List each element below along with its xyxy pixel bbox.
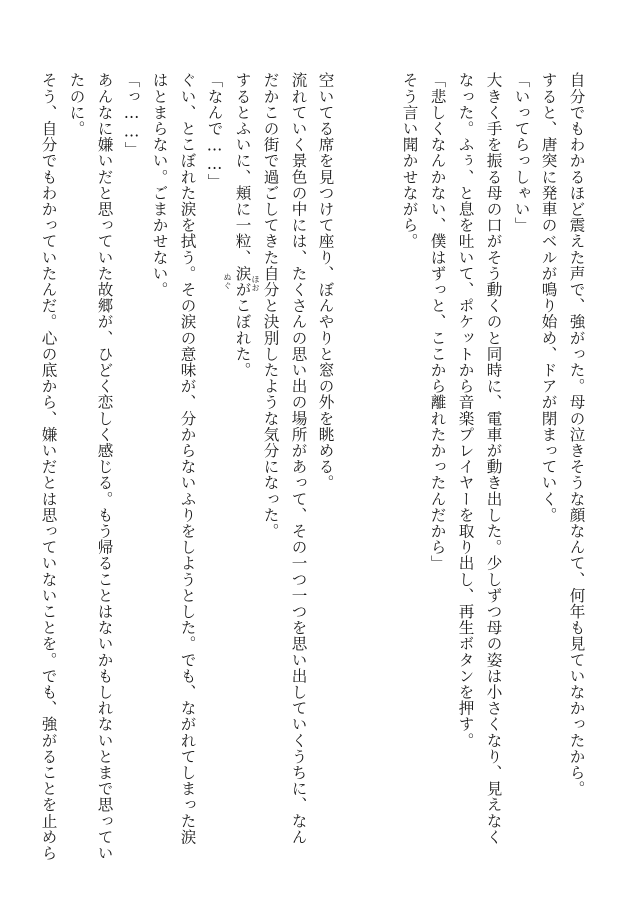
text-column: 「っ……」 — [122, 72, 141, 158]
text-column: 大きく手を振る母の口がそう動くのと同時に、電車が動き出した。少しずつ母の姿は小さくなり、見えなく — [484, 72, 503, 845]
text-column: あんなに嫌いだと思っていた故郷が、ひどく恋しく感じる。もう帰ることはないかもしれないとまで思ってい — [95, 72, 114, 861]
text-column: 「悲しくなんかない、僕はずっと、ここから離れたかったんだから」 — [428, 72, 447, 572]
text-column: 流れていく景色の中には、たくさんの思い出の場所があって、その一つ一つを思い出していくうちに、なん — [289, 72, 308, 845]
ruby-reading: ぬぐ — [223, 273, 232, 290]
text-column: 自分でもわかるほど震えた声で、強がった。母の泣きそうな顔なんて、何年も見ていなかったから。 — [567, 72, 586, 797]
text-column: だかこの街で過ごしてきた自分と決別したような気分になった。 — [261, 72, 280, 539]
text-column: 「いってらっしゃい」 — [512, 72, 531, 233]
text-column: ぐい、とこぼれた涙を拭う。その涙の意味が、分からないふりをしようとした。でも、ながれてしまった涙 — [178, 72, 197, 845]
text-column: 「なんで……」 — [205, 72, 224, 190]
text-column: 空いてる席を見つけて座り、ぼんやりと窓の外を眺める。 — [316, 72, 335, 491]
text-column: そう言い聞かせながら。 — [400, 72, 419, 250]
ruby-reading: ほお — [251, 275, 260, 292]
text-column: すると、唐突に発車のベルが鳴り始め、ドアが閉まっていく。 — [539, 72, 558, 523]
text-column: そう、自分でもわかっていたんだ。心の底から、嫌いだとは思っていないことを。でも、強がることを止めら — [39, 72, 58, 861]
text-column: するとふいに、頬に一粒、涙がこぼれた。 — [233, 72, 252, 378]
text-column: なった。ふぅ、と息を吐いて、ポケットから音楽プレイヤーを取り出し、再生ボタンを押す。 — [456, 72, 475, 749]
text-column: たのに。 — [67, 72, 86, 137]
text-column: はとまらない。ごまかせない。 — [150, 72, 169, 298]
